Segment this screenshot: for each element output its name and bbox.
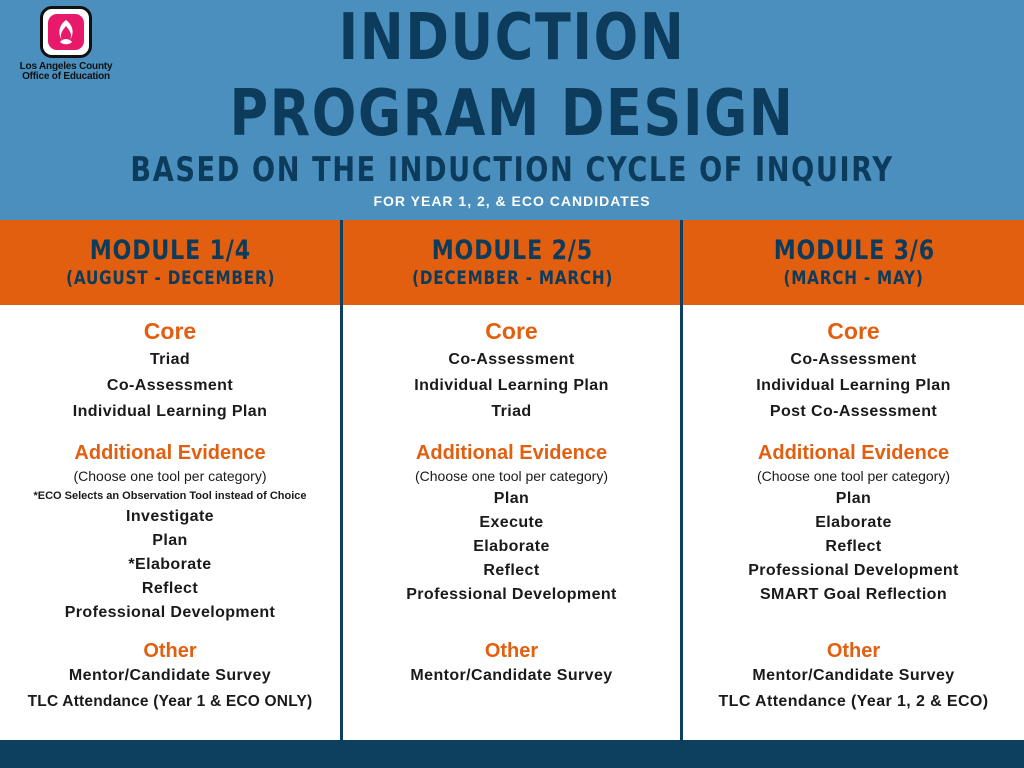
- list-item: Professional Development: [406, 586, 617, 603]
- list-item: Elaborate: [815, 514, 892, 531]
- other-heading: Other: [484, 640, 539, 662]
- other-heading: Other: [143, 640, 197, 662]
- list-item: Co-Assessment: [790, 351, 917, 368]
- list-item: Execute: [479, 514, 544, 531]
- list-item: Individual Learning Plan: [72, 403, 268, 420]
- list-item: Individual Learning Plan: [756, 377, 951, 394]
- core-heading: Core: [827, 318, 880, 344]
- module-2-header: [344, 220, 681, 305]
- page-title-line2: PROGRAM DESIGN: [229, 77, 795, 151]
- module-1-name: MODULE 1/4: [89, 234, 252, 266]
- list-item: *Elaborate: [128, 556, 212, 573]
- eco-note: *ECO Selects an Observation Tool instead of Choice: [33, 490, 307, 502]
- other-heading: Other: [826, 640, 881, 662]
- module-3-header: [684, 220, 1024, 305]
- list-item: SMART Goal Reflection: [759, 586, 948, 603]
- page-title-line1: INDUCTION: [338, 1, 686, 75]
- header-banner: [0, 0, 1024, 220]
- additional-evidence-heading: Additional Evidence: [757, 442, 950, 464]
- list-item: Co-Assessment: [448, 351, 575, 368]
- list-item: Plan: [835, 490, 872, 507]
- list-item: Individual Learning Plan: [414, 377, 609, 394]
- list-item: Plan: [152, 532, 188, 549]
- evidence-list: [0, 505, 340, 625]
- list-item: Professional Development: [748, 562, 959, 579]
- list-item: Triad: [491, 403, 532, 420]
- list-item: Reflect: [483, 562, 540, 579]
- list-item: Reflect: [141, 580, 199, 597]
- evidence-list: [343, 487, 680, 607]
- evidence-instruction: (Choose one tool per category): [73, 468, 267, 484]
- module-header-band: [0, 220, 1024, 305]
- additional-evidence-heading: Additional Evidence: [415, 442, 608, 464]
- list-item: Co-Assessment: [106, 377, 234, 394]
- other-list: [343, 663, 680, 689]
- module-3-name: MODULE 3/6: [773, 234, 935, 266]
- list-item: TLC Attendance (Year 1, 2 & ECO): [718, 693, 989, 710]
- list-item: TLC Attendance (Year 1 & ECO ONLY): [27, 693, 313, 710]
- core-list: [343, 347, 680, 425]
- module-1-column: [0, 305, 340, 715]
- additional-evidence-heading: Additional Evidence: [74, 442, 266, 464]
- other-list: [683, 663, 1024, 715]
- module-1-dates: (AUGUST - DECEMBER): [65, 266, 276, 289]
- core-heading: Core: [485, 318, 538, 344]
- list-item: Triad: [149, 351, 191, 368]
- module-3-dates: (MARCH - MAY): [783, 266, 925, 289]
- list-item: Reflect: [825, 538, 882, 555]
- module-2-name: MODULE 2/5: [431, 234, 594, 266]
- core-list: [0, 347, 340, 425]
- candidates-caption: FOR YEAR 1, 2, & ECO CANDIDATES: [373, 193, 651, 209]
- list-item: Professional Development: [64, 604, 276, 621]
- module-2-column: [343, 305, 680, 689]
- core-list: [683, 347, 1024, 425]
- evidence-instruction: (Choose one tool per category): [415, 468, 608, 484]
- footer-bar: [0, 740, 1024, 768]
- evidence-instruction: (Choose one tool per category): [757, 468, 950, 484]
- logo-org-name: Los Angeles County Office of Education: [19, 61, 113, 82]
- list-item: Elaborate: [473, 538, 550, 555]
- module-2-dates: (DECEMBER - MARCH): [412, 266, 613, 289]
- flame-logo-icon: [40, 6, 92, 58]
- evidence-list: [683, 487, 1024, 607]
- page-subtitle: BASED ON THE INDUCTION CYCLE OF INQUIRY: [130, 150, 894, 190]
- other-list: [0, 663, 340, 715]
- list-item: Post Co-Assessment: [769, 403, 938, 420]
- list-item: Mentor/Candidate Survey: [752, 667, 955, 684]
- module-1-header: [0, 220, 341, 305]
- list-item: Plan: [493, 490, 530, 507]
- list-item: Investigate: [126, 508, 214, 525]
- list-item: Mentor/Candidate Survey: [68, 667, 272, 684]
- list-item: Mentor/Candidate Survey: [410, 667, 613, 684]
- module-3-column: [683, 305, 1024, 715]
- core-heading: Core: [143, 318, 197, 344]
